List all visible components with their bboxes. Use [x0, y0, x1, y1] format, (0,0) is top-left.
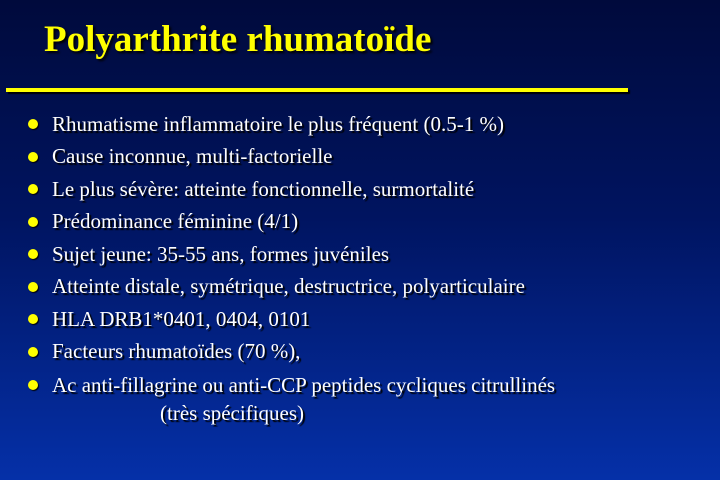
bullet-text: Sujet jeune: 35-55 ans, formes juvéniles	[52, 241, 390, 266]
list-item	[28, 238, 555, 271]
bullet-list	[28, 108, 555, 427]
bullet-text: Le plus sévère: atteinte fonctionnelle, surmortalité	[52, 176, 475, 201]
bullet-dot-icon	[28, 314, 38, 324]
list-item	[28, 108, 555, 141]
list-item	[28, 206, 555, 239]
bullet-text: Cause inconnue, multi-factorielle	[52, 144, 333, 169]
bullet-text: Rhumatisme inflammatoire le plus fréquent (0.5-1 %)	[52, 111, 504, 136]
title-underline	[6, 88, 628, 92]
bullet-text: Prédominance féminine (4/1)	[52, 209, 299, 234]
bullet-text-block	[52, 371, 555, 427]
bullet-dot-icon	[28, 217, 38, 227]
bullet-text: HLA DRB1*0401, 0404, 0101	[52, 306, 311, 331]
bullet-continuation: (très spécifiques)	[160, 401, 305, 425]
slide-title: Polyarthrite rhumatoïde	[44, 19, 432, 60]
list-item	[28, 271, 555, 304]
bullet-dot-icon	[28, 347, 38, 357]
list-item	[28, 368, 555, 427]
bullet-text: Facteurs rhumatoïdes (70 %),	[52, 339, 301, 364]
bullet-dot-icon	[28, 152, 38, 162]
bullet-dot-icon	[28, 380, 38, 390]
bullet-text: Ac anti-fillagrine ou anti-CCP peptides cycliques citrullinés	[52, 373, 556, 397]
bullet-dot-icon	[28, 119, 38, 129]
bullet-dot-icon	[28, 249, 38, 259]
list-item	[28, 303, 555, 336]
list-item	[28, 336, 555, 369]
list-item	[28, 141, 555, 174]
bullet-dot-icon	[28, 282, 38, 292]
bullet-dot-icon	[28, 184, 38, 194]
list-item	[28, 173, 555, 206]
bullet-text: Atteinte distale, symétrique, destructrice, polyarticulaire	[52, 274, 525, 299]
